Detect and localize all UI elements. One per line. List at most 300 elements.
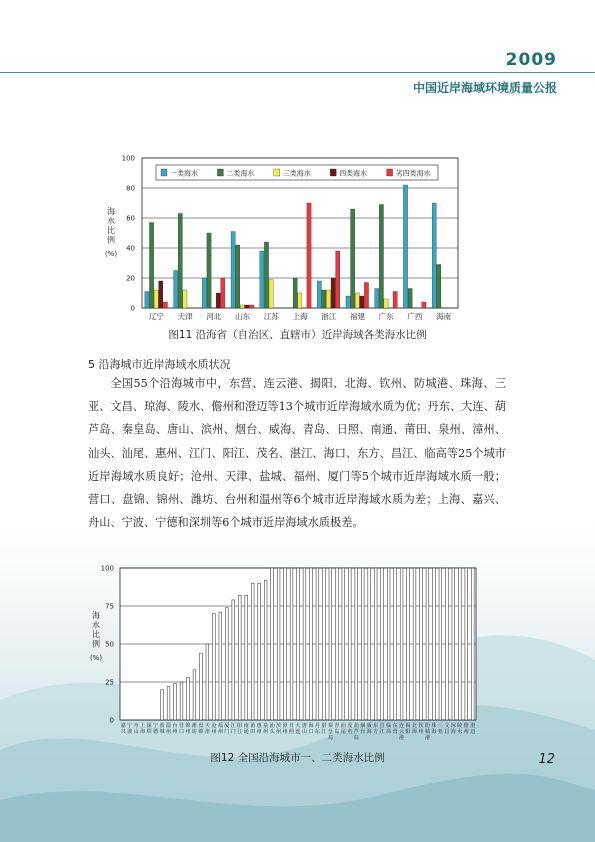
bar [331, 278, 335, 308]
x-tick-char: 海 [366, 729, 372, 735]
x-tick-label [192, 722, 197, 735]
bar [465, 568, 468, 720]
figure-11-caption: 图11 沿海省（自治区、直辖市）近岸海域各类海水比例 [168, 329, 427, 341]
bar [293, 278, 297, 308]
bar [297, 568, 300, 720]
x-tick-char: 照 [289, 729, 295, 735]
bar [183, 290, 187, 308]
bar [394, 568, 397, 720]
x-tick-char: 昌 [444, 729, 450, 735]
body-text [88, 372, 506, 534]
x-tick-label: 海南 [436, 312, 452, 321]
x-tick-char: 迈 [470, 729, 476, 735]
bar [458, 568, 461, 720]
bar [271, 568, 274, 720]
x-tick-char: 海 [140, 729, 146, 735]
x-tick-char: 嘉 [120, 723, 126, 729]
y-axis-label-char: 水 [107, 216, 115, 226]
x-tick-char: 文 [444, 723, 450, 729]
x-tick-label [263, 722, 268, 735]
x-tick-label [315, 722, 320, 735]
y-tick-label: 40 [126, 244, 135, 253]
x-tick-char: 海 [431, 729, 437, 735]
x-tick-char: 州 [263, 729, 269, 735]
x-tick-label [354, 722, 359, 741]
x-tick-label [373, 722, 378, 735]
x-tick-char: 温 [166, 723, 172, 729]
header-title: 中国近岸海域环境质量公报 [412, 81, 557, 95]
x-tick-label [386, 722, 391, 735]
y-axis-label-unit: (%) [104, 250, 118, 258]
x-tick-char: 福 [217, 723, 223, 729]
x-tick-char: 海 [308, 723, 314, 729]
bar [245, 305, 249, 308]
x-tick-char: 云 [399, 729, 405, 735]
x-tick-label [360, 722, 365, 735]
x-tick-label [418, 722, 423, 735]
x-tick-char: 烟 [360, 723, 366, 729]
x-tick-label [464, 722, 469, 735]
x-tick-char: 防 [424, 723, 430, 729]
y-axis-label-unit: (%) [89, 654, 103, 662]
x-tick-char: 江 [379, 729, 385, 735]
bar [245, 595, 248, 720]
legend-label: 四类海水 [339, 169, 368, 178]
header-year: 2009 [505, 50, 557, 70]
x-tick-label [185, 722, 190, 735]
x-tick-char: 汕 [269, 723, 275, 729]
x-tick-label: 山东 [235, 312, 251, 321]
x-tick-char: 湛 [321, 723, 327, 729]
x-tick-char: 波 [127, 729, 133, 735]
x-tick-char: 青 [334, 723, 340, 729]
x-tick-char: 珠 [431, 723, 437, 729]
header-rule [0, 72, 595, 73]
x-tick-label [406, 722, 411, 735]
x-tick-char: 城 [159, 729, 165, 735]
x-tick-label [289, 722, 295, 735]
legend-swatch [274, 169, 280, 176]
x-tick-char: 州 [211, 729, 217, 735]
bar [260, 251, 264, 308]
bar [212, 614, 215, 720]
x-tick-label [321, 722, 326, 735]
bar [284, 568, 287, 720]
bar [393, 292, 397, 309]
bar [384, 299, 388, 308]
x-tick-char: 泉 [263, 723, 269, 729]
section-heading: 5 沿海城市近岸海域水质状况 [88, 358, 231, 371]
x-tick-label [270, 722, 276, 735]
bar [264, 580, 267, 720]
x-tick-char: 阳 [237, 723, 243, 729]
x-tick-char: 北 [412, 723, 418, 729]
x-tick-char: 澄 [470, 723, 476, 729]
bar [231, 232, 235, 309]
x-tick-char: 头 [269, 729, 275, 735]
bar [240, 305, 244, 308]
bar [439, 568, 442, 720]
y-tick-label: 100 [100, 564, 114, 573]
y-axis-label-char: 海 [92, 611, 100, 620]
bar [307, 203, 311, 308]
bar [238, 595, 241, 720]
x-tick-label [283, 722, 288, 735]
bar [432, 203, 436, 308]
x-tick-char: 昌 [379, 723, 385, 729]
bar [221, 278, 225, 308]
x-tick-char: 营 [178, 723, 184, 729]
x-tick-label [153, 722, 159, 735]
x-tick-char: 海 [450, 729, 456, 735]
y-tick-label: 25 [105, 678, 114, 687]
y-tick-label: 75 [105, 602, 114, 611]
x-tick-label [341, 722, 346, 735]
bar [258, 583, 261, 720]
x-tick-char: 滨 [276, 723, 282, 729]
x-tick-char: 山 [301, 729, 307, 735]
bar [326, 290, 330, 308]
x-tick-char: 芦 [353, 729, 359, 735]
x-tick-label [211, 722, 216, 735]
x-tick-label [134, 722, 139, 735]
bar [351, 209, 355, 308]
bar [379, 205, 383, 309]
x-tick-char: 亚 [437, 729, 443, 735]
x-tick-label: 河北 [206, 312, 222, 321]
bar [187, 677, 190, 720]
x-tick-char: 方 [373, 729, 379, 735]
x-tick-label [244, 722, 249, 735]
x-tick-label: 广西 [407, 312, 423, 321]
x-tick-char: 南 [243, 723, 249, 729]
bar [420, 568, 423, 720]
x-tick-char: 连 [399, 723, 405, 729]
bar [446, 568, 449, 720]
bar [322, 290, 326, 308]
x-tick-char: 潍 [191, 723, 197, 729]
legend-label: 三类海水 [282, 169, 311, 178]
x-tick-char: 高 [386, 729, 392, 735]
x-tick-char: 江 [321, 729, 327, 735]
x-tick-char: 山 [133, 729, 139, 735]
x-tick-char: 德 [153, 729, 159, 735]
x-tick-label [367, 722, 372, 735]
x-tick-char: 盐 [159, 723, 165, 729]
x-tick-char: 沧 [211, 723, 217, 729]
bar [400, 568, 403, 720]
x-tick-char: 舟 [133, 723, 139, 729]
x-tick-label [425, 722, 430, 741]
x-tick-label: 天津 [177, 312, 193, 321]
bar [207, 233, 211, 308]
x-tick-char: 州 [185, 729, 191, 735]
bar [335, 568, 338, 720]
x-tick-char: 台 [360, 729, 366, 735]
bar [216, 293, 220, 308]
bar [154, 290, 158, 308]
x-tick-char: 津 [204, 729, 210, 735]
bar [361, 568, 364, 720]
x-tick-char: 营 [392, 729, 398, 735]
x-tick-char: 城 [424, 729, 430, 735]
x-tick-label [438, 723, 443, 735]
bar [355, 568, 358, 720]
figure-12-caption: 图12 全国沿海城市一、二类海水比例 [210, 752, 385, 764]
x-tick-label [380, 722, 385, 735]
province-water-quality-chart [100, 150, 470, 326]
legend-swatch [330, 169, 336, 176]
x-tick-char: 宁 [153, 723, 159, 729]
x-tick-char: 秦 [327, 723, 333, 729]
x-tick-label [276, 722, 281, 735]
bar [452, 568, 455, 720]
x-tick-char: 惠 [256, 723, 262, 729]
x-tick-char: 钦 [418, 723, 424, 729]
x-tick-char: 陵 [457, 723, 463, 729]
bar [174, 684, 177, 720]
y-tick-label: 60 [126, 214, 135, 223]
x-tick-char: 岛 [353, 735, 359, 741]
x-tick-char: 东 [314, 729, 320, 735]
x-tick-char: 港 [399, 735, 405, 741]
x-tick-char: 临 [386, 723, 392, 729]
y-tick-label: 0 [109, 716, 114, 725]
x-tick-label [179, 722, 184, 735]
x-tick-char: 水 [457, 729, 463, 735]
x-tick-char: 上 [140, 723, 146, 729]
bar [193, 670, 196, 720]
x-tick-label: 福建 [349, 312, 365, 321]
x-tick-char: 兴 [120, 729, 126, 735]
bar [316, 568, 319, 720]
x-tick-char: 盘 [198, 723, 204, 729]
bar [381, 568, 384, 720]
x-tick-label [347, 722, 352, 735]
x-tick-char: 门 [224, 729, 230, 735]
x-tick-label [140, 722, 145, 735]
x-tick-label [470, 722, 475, 735]
y-tick-label: 0 [130, 304, 135, 313]
x-tick-label: 辽宁 [148, 312, 164, 321]
x-tick-label [147, 722, 152, 735]
x-tick-char: 坊 [191, 729, 197, 735]
bar [368, 568, 371, 720]
x-tick-char: 台 [172, 723, 178, 729]
x-tick-label [334, 722, 339, 735]
x-tick-char: 深 [146, 723, 152, 729]
x-tick-char: 海 [412, 729, 418, 735]
bar [264, 242, 268, 308]
x-tick-label [308, 722, 313, 735]
bar [251, 583, 254, 720]
x-tick-char: 连 [295, 729, 301, 735]
bar [310, 568, 313, 720]
bar [413, 568, 416, 720]
x-tick-char: 厦 [224, 723, 230, 729]
y-axis-label-char: 例 [107, 235, 115, 245]
x-tick-label [328, 722, 333, 741]
x-tick-char: 口 [178, 729, 184, 735]
bar [317, 281, 321, 308]
x-tick-label [457, 722, 462, 735]
x-tick-char: 口 [308, 729, 314, 735]
x-tick-label [451, 722, 457, 735]
bar [342, 568, 345, 720]
x-tick-label [250, 722, 255, 735]
bar [437, 265, 441, 309]
bar [433, 568, 436, 720]
bar [329, 568, 332, 720]
bar [149, 223, 153, 309]
x-tick-label [160, 722, 165, 735]
x-tick-label [218, 722, 223, 735]
bar [167, 687, 170, 720]
x-tick-label [173, 722, 178, 735]
legend-label: 二类海水 [226, 169, 255, 178]
x-tick-label: 广东 [378, 312, 394, 321]
x-tick-char: 莆 [250, 723, 256, 729]
bar [206, 644, 209, 720]
bar [374, 568, 377, 720]
x-tick-char: 锦 [185, 723, 191, 729]
x-tick-char: 汕 [340, 723, 346, 729]
bar [178, 214, 182, 309]
x-tick-char: 丹 [314, 723, 320, 729]
page-number: 12 [538, 752, 555, 767]
x-tick-char: 皇 [327, 729, 333, 735]
bar [290, 568, 293, 720]
x-tick-label [295, 722, 300, 735]
x-tick-label [399, 722, 404, 741]
x-tick-char: 茂 [347, 723, 353, 729]
x-tick-char: 宁 [127, 723, 133, 729]
x-tick-label [224, 722, 229, 735]
x-tick-char: 江 [237, 729, 243, 735]
bar [180, 682, 183, 720]
y-tick-label: 100 [121, 154, 135, 163]
bar [471, 568, 474, 720]
x-tick-label [198, 722, 203, 735]
bar [408, 289, 412, 309]
x-tick-label: 上海 [292, 312, 308, 321]
x-tick-char: 东 [392, 723, 398, 729]
x-tick-char: 通 [243, 729, 249, 735]
x-tick-char: 三 [437, 723, 443, 729]
bar [364, 283, 368, 309]
legend-swatch [387, 169, 393, 176]
x-tick-label [393, 722, 398, 735]
bar [236, 245, 240, 308]
bar [346, 296, 350, 308]
bar [355, 293, 359, 308]
bar [159, 281, 163, 308]
x-tick-char: 儋 [463, 723, 469, 729]
x-tick-label [412, 722, 417, 735]
x-tick-label [237, 722, 242, 735]
x-tick-char: 州 [217, 729, 223, 735]
bar [145, 292, 149, 309]
x-tick-label [257, 722, 263, 735]
x-tick-char: 州 [256, 729, 262, 735]
bar [375, 289, 379, 309]
bar [202, 278, 206, 308]
legend-swatch [217, 169, 223, 176]
y-tick-label: 80 [126, 184, 135, 193]
y-axis-label-char: 水 [92, 620, 100, 630]
bar [348, 568, 351, 720]
body-paragraph: 全国55个沿海城市中，东营、连云港、揭阳、北海、钦州、防城港、珠海、三亚、文昌、琼海、陵水、儋州和澄迈等13个城市近岸海域水质为优；丹东、大连、葫芦岛、秦皇岛、唐山、滨州、烟台、威海、青岛、日照、南通、莆田、泉州、漳州、汕头、汕尾、惠州、江门、阳江、茂名、湛江、海口、东方、昌江、临高等25个城市近岸海域水质良好；沧州、天津、盐城、福州、厦门等5个城市近岸海域水质一般；营口、盘锦、锦州、潍坊、台州和温州等6个城市近岸海域水质为差；上海、嘉兴、舟山、宁波、宁德和深圳等6个城市近岸海域水质极差。 [88, 377, 506, 530]
x-tick-char: 岛 [327, 735, 333, 741]
x-tick-label [205, 722, 210, 735]
bar [422, 302, 426, 308]
x-tick-char: 州 [282, 729, 288, 735]
y-axis-label-char: 比 [107, 226, 115, 235]
bar [161, 690, 164, 720]
x-tick-char: 州 [166, 729, 172, 735]
bar [336, 251, 340, 308]
y-axis-label-char: 比 [92, 630, 100, 639]
bar [249, 305, 253, 308]
bar [225, 608, 228, 720]
city-water-quality-chart [88, 560, 483, 745]
legend [156, 165, 438, 180]
y-tick-label: 20 [126, 274, 135, 283]
y-axis-label [90, 610, 102, 662]
bar [163, 302, 167, 308]
x-tick-label: 江苏 [263, 312, 279, 321]
x-tick-label: 浙江 [321, 312, 337, 321]
x-tick-char: 唐 [301, 723, 307, 729]
y-tick-label: 50 [105, 640, 114, 649]
plot-area [142, 158, 458, 308]
x-tick-label [166, 722, 171, 735]
bar [407, 568, 410, 720]
x-tick-char: 琼 [450, 723, 456, 729]
bar [269, 280, 273, 309]
legend-swatch [161, 169, 167, 176]
x-tick-char: 岛 [334, 729, 340, 735]
y-axis-label-char: 例 [92, 639, 100, 649]
x-tick-char: 州 [463, 729, 469, 735]
x-tick-char: 东 [373, 723, 379, 729]
x-tick-char: 州 [276, 729, 282, 735]
x-tick-char: 港 [424, 735, 430, 741]
x-tick-char: 漳 [282, 723, 288, 729]
x-tick-char: 尾 [340, 729, 346, 735]
bar [387, 568, 390, 720]
x-tick-char: 锦 [198, 729, 204, 735]
x-tick-label [431, 722, 436, 735]
x-tick-char: 天 [204, 723, 210, 729]
x-tick-label [444, 722, 449, 735]
x-tick-char: 葫 [353, 723, 359, 729]
x-tick-char: 名 [347, 729, 353, 735]
x-tick-char: 大 [295, 723, 301, 729]
x-tick-char: 田 [250, 729, 256, 735]
legend-label: 一类海水 [170, 169, 198, 178]
bar [360, 296, 364, 308]
bar [277, 568, 280, 720]
x-tick-char: 阳 [405, 729, 411, 735]
x-tick-label [302, 722, 307, 735]
bar [303, 568, 306, 720]
x-tick-label [127, 722, 132, 735]
y-axis-label [105, 206, 117, 258]
bar [298, 293, 302, 308]
x-tick-char: 江 [230, 723, 236, 729]
x-tick-char: 日 [289, 723, 295, 729]
